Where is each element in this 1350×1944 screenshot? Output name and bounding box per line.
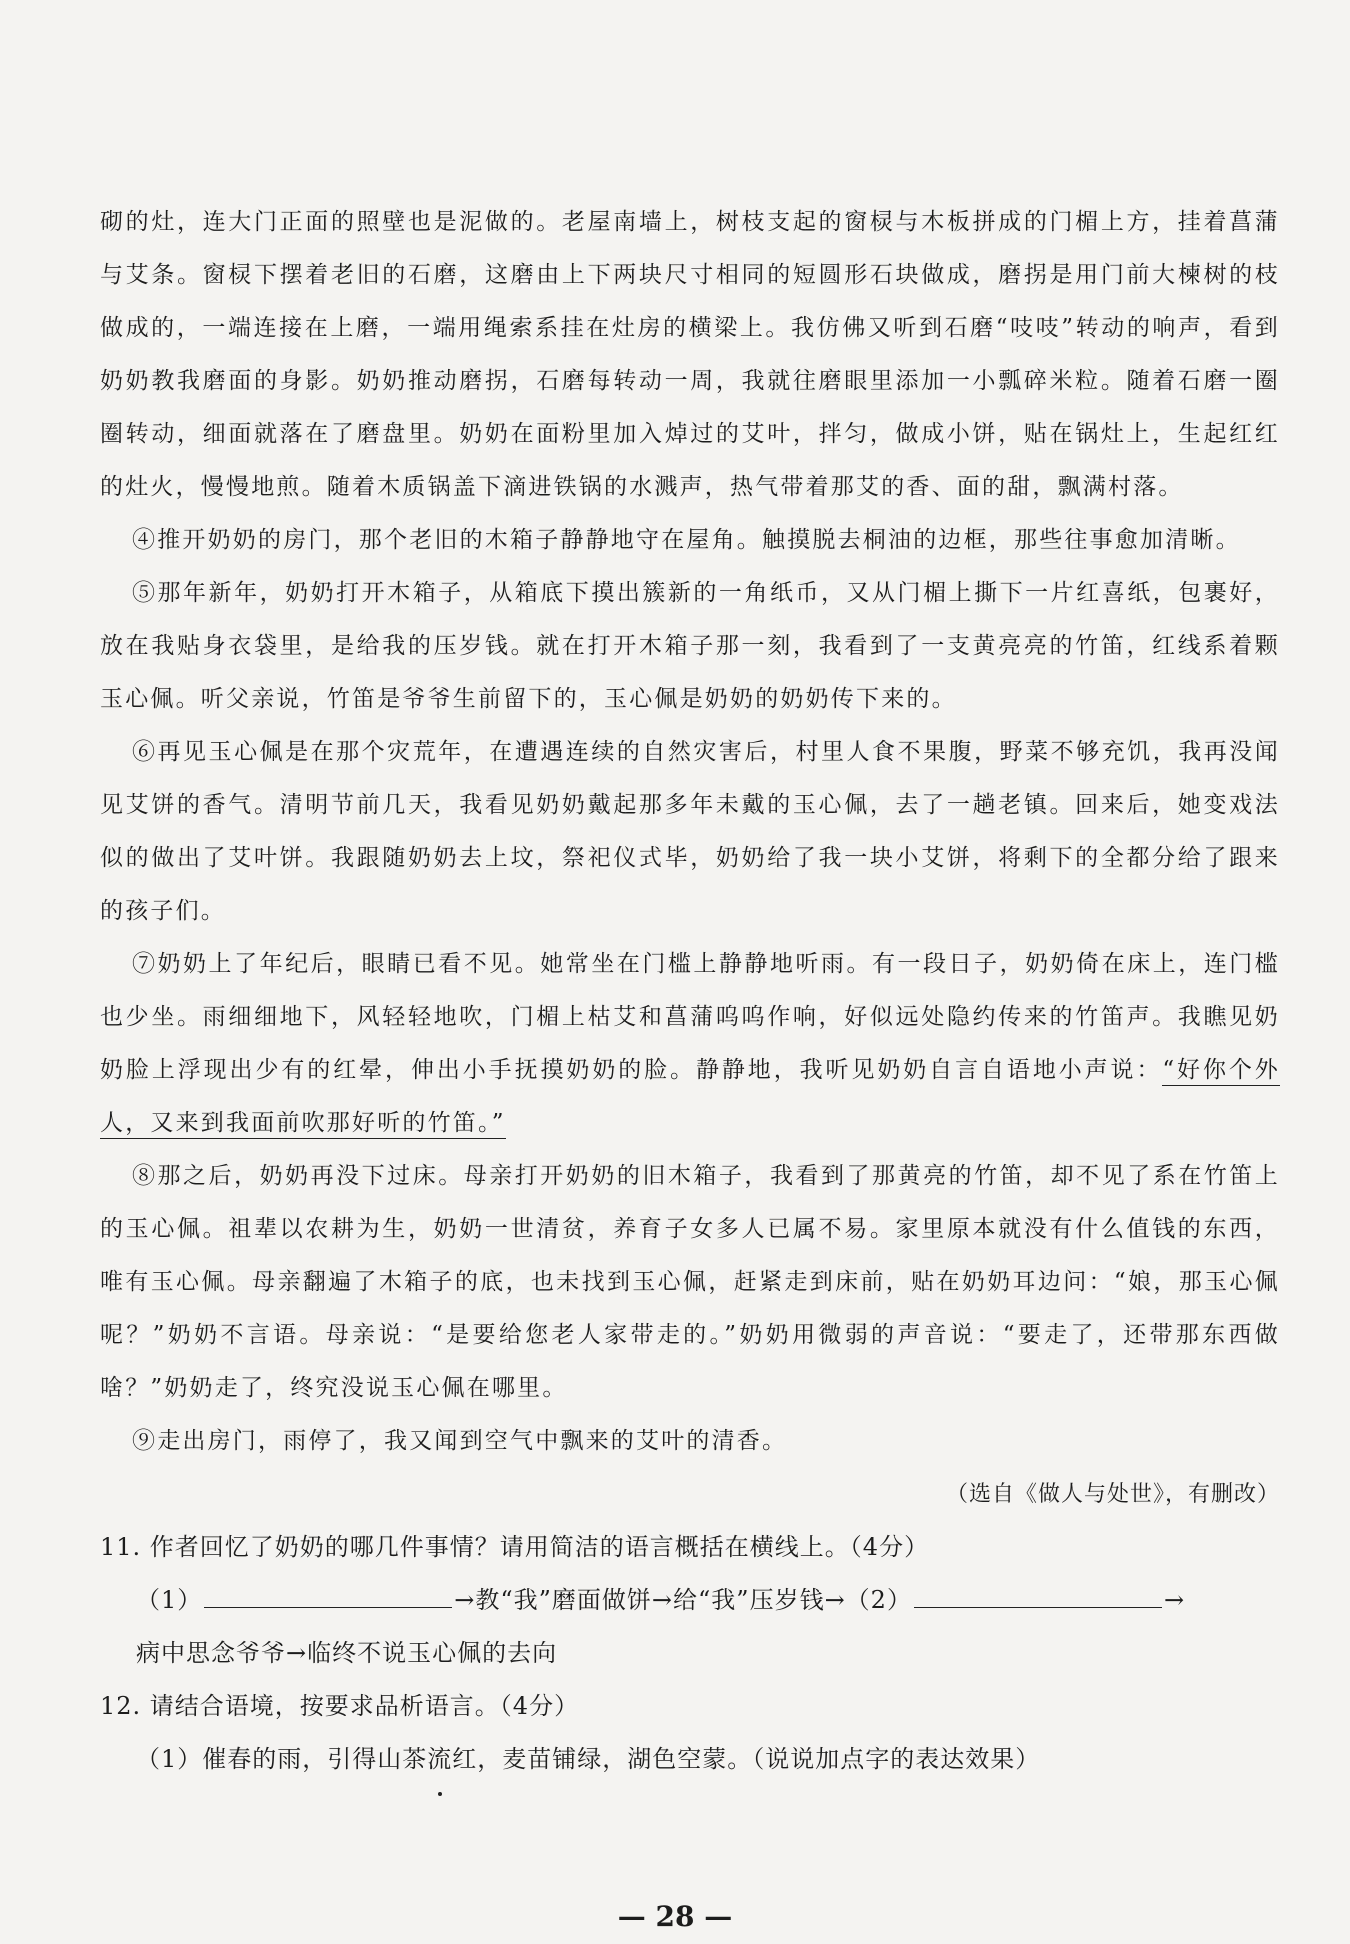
- document-body: [100, 196, 1280, 1786]
- passage-paragraph-7: [100, 938, 1280, 1150]
- question-11-title: 11. 作者回忆了奶奶的哪几件事情？请用简洁的语言概括在横线上。（4分）: [100, 1533, 930, 1561]
- passage-paragraph-5: ⑤那年新年，奶奶打开木箱子，从箱底下摸出簇新的一角纸币，又从门楣上撕下一片红喜纸，包裹好，放在我贴身衣袋里，是给我的压岁钱。就在打开木箱子那一刻，我看到了一支黄亮亮的竹笛，红线系着颗玉心佩。听父亲说，竹笛是爷爷生前留下的，玉心佩是奶奶的奶奶传下来的。: [100, 580, 1280, 712]
- q11-arrow: →: [1163, 1586, 1186, 1614]
- underlined-quote: “好你个外人，又来到我面前吹那好听的竹笛。”: [100, 1057, 1280, 1139]
- paragraph-7-text: ⑦奶奶上了年纪后，眼睛已看不见。她常坐在门槛上静静地听雨。有一段日子，奶奶倚在床上，连门槛也少坐。雨细细地下，风轻轻地吹，门楣上枯艾和菖蒲呜呜作响，好似远处隐约传来的竹笛声。我瞧见奶奶脸上浮现出少有的红晕，伸出小手抚摸奶奶的脸。静静地，我听见奶奶自言自语地小声说：: [100, 951, 1280, 1083]
- question-11-line-1: [100, 1574, 1280, 1627]
- question-12-title: 12. 请结合语境，按要求品析语言。（4分）: [100, 1692, 580, 1720]
- passage-paragraph-6: ⑥再见玉心佩是在那个灾荒年，在遭遇连续的自然灾害后，村里人食不果腹，野菜不够充饥，我再没闻见艾饼的香气。清明节前几天，我看见奶奶戴起那多年未戴的玉心佩，去了一趟老镇。回来后，她变戏法似的做出了艾叶饼。我跟随奶奶去上坟，祭祀仪式毕，奶奶给了我一块小艾饼，将剩下的全都分给了跟来的孩子们。: [100, 739, 1280, 924]
- question-12-sub-1: [100, 1733, 1280, 1786]
- q12-text-a: （1）催春的雨，引得山茶: [136, 1745, 428, 1773]
- passage-paragraph-4: ④推开奶奶的房门，那个老旧的木箱子静静地守在屋角。触摸脱去桐油的边框，那些往事愈加清晰。: [132, 527, 1241, 553]
- q11-label-1: （1）: [136, 1586, 203, 1614]
- page-number: — 28 —: [617, 1900, 733, 1933]
- q11-middle-text: →教“我”磨面做饼→给“我”压岁钱→（2）: [454, 1586, 912, 1614]
- q12-text-b: 红，麦苗铺绿，湖色空蒙。（说说加点字的表达效果）: [452, 1745, 1041, 1773]
- source-citation: （选自《做人与处世》，有删改）: [945, 1482, 1280, 1507]
- passage-paragraph-9: ⑨走出房门，雨停了，我又闻到空气中飘来的艾叶的清香。: [132, 1428, 788, 1454]
- dotted-character: 流: [427, 1733, 452, 1786]
- answer-blank-1[interactable]: [204, 1581, 452, 1608]
- passage-paragraph-intro: 砌的灶，连大门正面的照壁也是泥做的。老屋南墙上，树枝支起的窗棂与木板拼成的门楣上方，挂着菖蒲与艾条。窗棂下摆着老旧的石磨，这磨由上下两块尺寸相同的短圆形石块做成，磨拐是用门前大楝树的枝做成的，一端连接在上磨，一端用绳索系挂在灶房的横梁上。我仿佛又听到石磨“吱吱”转动的响声，看到奶奶教我磨面的身影。奶奶推动磨拐，石磨每转动一周，我就往磨眼里添加一小瓢碎米粒。随着石磨一圈圈转动，细面就落在了磨盘里。奶奶在面粉里加入焯过的艾叶，拌匀，做成小饼，贴在锅灶上，生起红红的灶火，慢慢地煎。随着木质锅盖下滴进铁锅的水溅声，热气带着那艾的香、面的甜，飘满村落。: [100, 209, 1280, 500]
- question-11-line-2: 病中思念爷爷→临终不说玉心佩的去向: [136, 1639, 558, 1667]
- passage-paragraph-8: ⑧那之后，奶奶再没下过床。母亲打开奶奶的旧木箱子，我看到了那黄亮的竹笛，却不见了系在竹笛上的玉心佩。祖辈以农耕为生，奶奶一世清贫，养育子女多人已属不易。家里原本就没有什么值钱的东西，唯有玉心佩。母亲翻遍了木箱子的底，也未找到玉心佩，赶紧走到床前，贴在奶奶耳边问：“娘，那玉心佩呢？”奶奶不言语。母亲说：“是要给您老人家带走的。”奶奶用微弱的声音说：“要走了，还带那东西做啥？”奶奶走了，终究没说玉心佩在哪里。: [100, 1163, 1280, 1401]
- answer-blank-2[interactable]: [914, 1581, 1162, 1608]
